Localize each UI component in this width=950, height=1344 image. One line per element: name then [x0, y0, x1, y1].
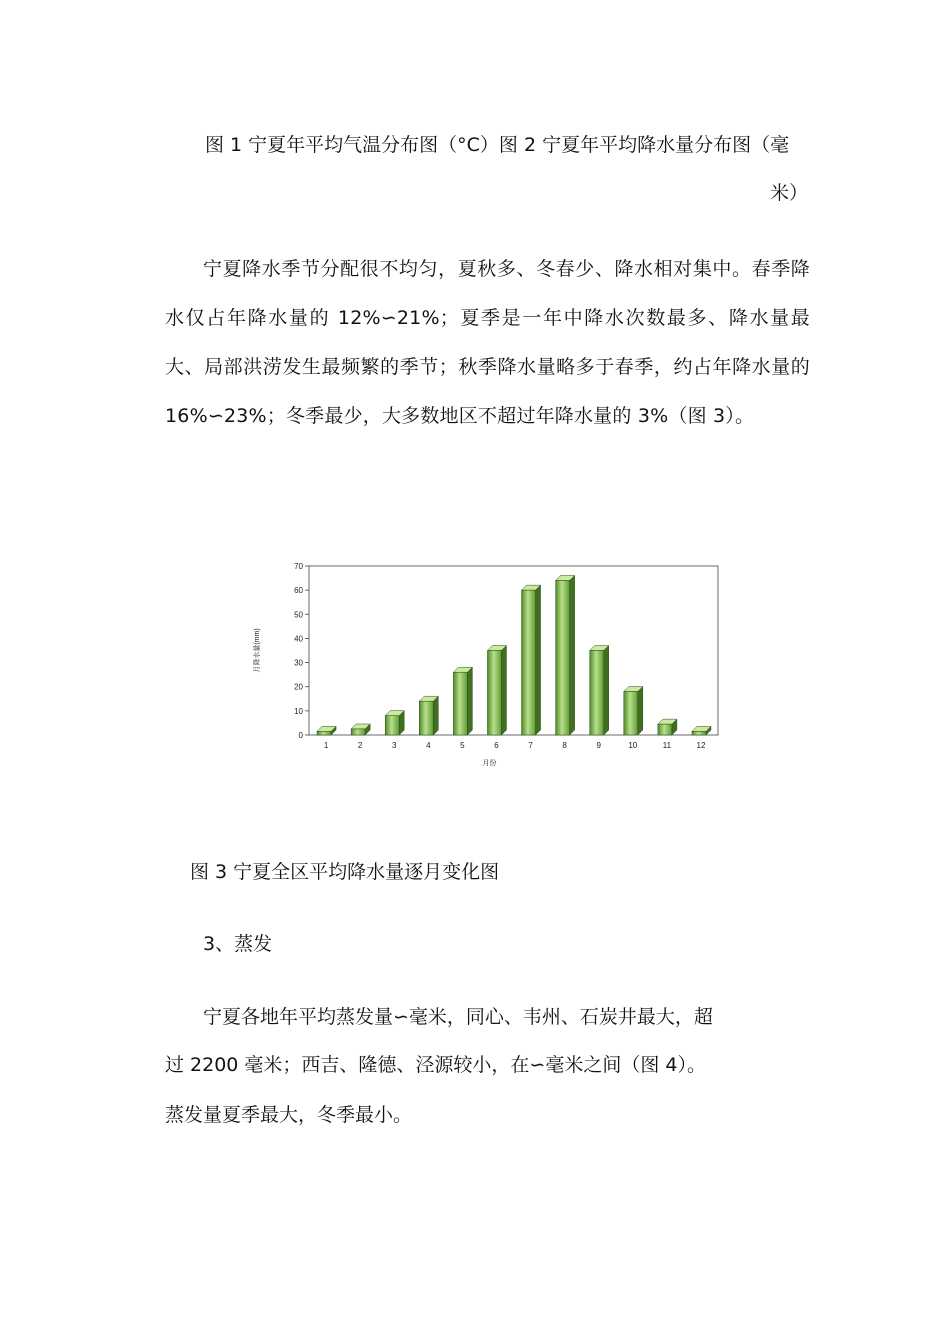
- y-tick-label: 20: [294, 682, 303, 692]
- bar-side: [501, 646, 506, 736]
- bar-side: [638, 687, 643, 735]
- y-tick-label: 60: [294, 586, 303, 596]
- y-tick-label: 0: [298, 731, 303, 740]
- bar-front: [522, 590, 536, 735]
- x-tick-label: 9: [596, 741, 601, 750]
- bar-side: [433, 696, 438, 735]
- bar-front: [351, 729, 365, 735]
- bar-front: [385, 716, 399, 735]
- bar-front: [419, 701, 433, 735]
- figure-3-caption: 图 3 宁夏全区平均降水量逐月变化图: [190, 861, 500, 883]
- y-axis-label: 月降水量(mm): [254, 628, 261, 673]
- figure-1-2-caption-line1: 图 1 宁夏年平均气温分布图（°C）图 2 宁夏年平均降水量分布图（毫: [205, 134, 790, 156]
- bar-front: [487, 651, 501, 736]
- bar-front: [692, 731, 706, 735]
- x-tick-label: 5: [460, 741, 465, 750]
- x-tick-label: 12: [696, 741, 706, 750]
- plot-frame: [309, 566, 718, 735]
- bar-month-10: [624, 687, 643, 735]
- y-tick-label: 50: [294, 610, 303, 620]
- bar-front: [556, 580, 570, 735]
- bar-side: [467, 667, 472, 735]
- x-tick-label: 3: [391, 741, 397, 750]
- bar-month-4: [419, 696, 438, 735]
- y-tick-label: 70: [294, 562, 303, 571]
- bar-month-8: [556, 575, 575, 735]
- bar-side: [570, 575, 575, 735]
- bar-month-3: [385, 711, 404, 735]
- y-tick-label: 10: [294, 706, 303, 716]
- x-tick-label: 2: [357, 741, 363, 750]
- x-tick-label: 1: [323, 741, 329, 750]
- bar-side: [536, 585, 541, 735]
- bar-front: [453, 672, 467, 735]
- bar-front: [590, 651, 604, 736]
- bar-month-1: [317, 726, 336, 735]
- bar-month-9: [590, 646, 609, 736]
- bar-front: [317, 731, 331, 735]
- y-tick-label: 40: [294, 634, 303, 644]
- bar-front: [658, 724, 672, 735]
- evaporation-paragraph-line3: 蒸发量夏季最大，冬季最小。: [165, 1104, 413, 1126]
- x-tick-label: 10: [628, 741, 638, 750]
- evaporation-paragraph-line2: 过 2200 毫米；西吉、隆德、泾源较小，在∽毫米之间（图 4）。: [165, 1054, 706, 1076]
- x-tick-label: 8: [562, 741, 567, 750]
- x-tick-label: 4: [426, 741, 431, 750]
- precipitation-paragraph: 宁夏降水季节分配很不均匀，夏秋多、冬春少、降水相对集中。春季降水仅占年降水量的 12%∽21%；夏季是一年中降水次数最多、降水量最大、局部洪涝发生最频繁的季节；秋季降水量略多于春季，约占年降水量的 16%∽23%；冬季最少，大多数地区不超过年降水量的 3%（图 3）。: [165, 258, 810, 427]
- x-axis-label: 月份: [482, 760, 497, 767]
- bar-front: [624, 692, 638, 735]
- figure-1-2-caption-line2: 米）: [770, 182, 809, 204]
- x-tick-label: 11: [662, 741, 672, 750]
- y-tick-label: 30: [294, 658, 303, 668]
- evaporation-paragraph-line1: 宁夏各地年平均蒸发量∽毫米，同心、韦州、石炭井最大，超: [203, 1006, 713, 1028]
- bar-side: [604, 646, 609, 736]
- bar-month-7: [522, 585, 541, 735]
- bar-month-6: [487, 646, 506, 736]
- monthly-precipitation-chart: [250, 556, 730, 778]
- section-heading-evaporation: 3、蒸发: [203, 933, 273, 955]
- bar-month-12: [692, 726, 711, 735]
- bar-month-5: [453, 667, 472, 735]
- bar-month-2: [351, 724, 370, 735]
- bar-month-11: [658, 719, 677, 735]
- x-tick-label: 7: [528, 741, 533, 750]
- x-tick-label: 6: [494, 741, 499, 750]
